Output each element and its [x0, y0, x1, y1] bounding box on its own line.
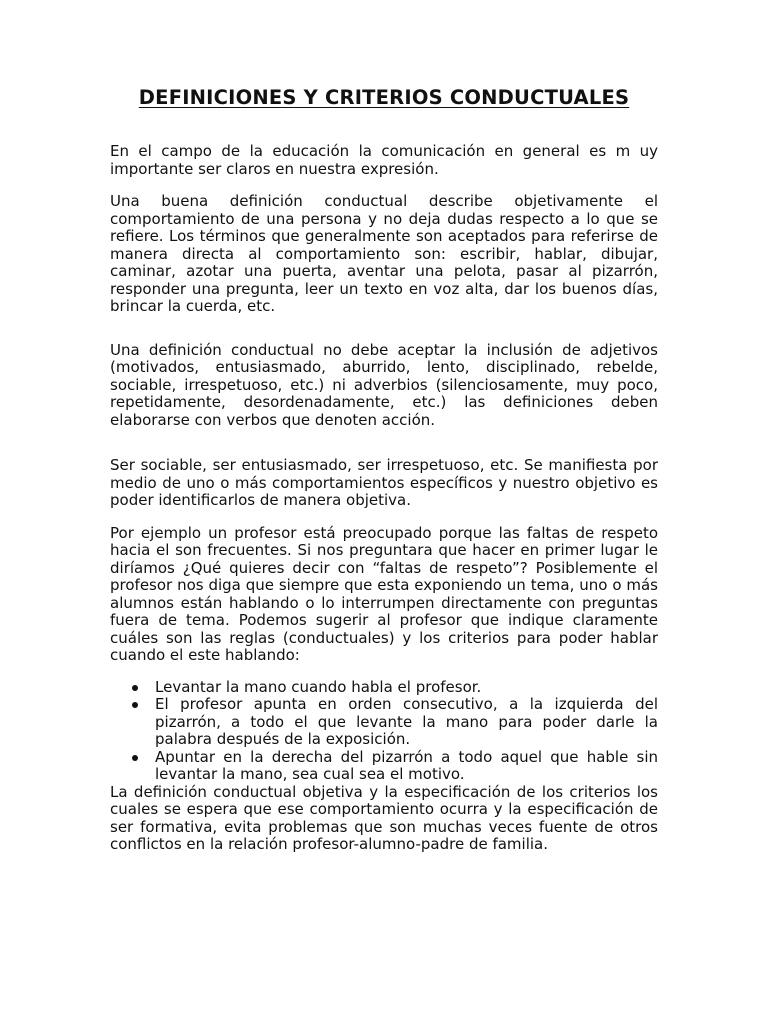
rules-list — [110, 679, 658, 784]
bullet-icon — [132, 755, 138, 761]
paragraph-adjectives: Una definición conductual no debe aceptar la inclusión de adjetivos (motivados, entusiasmado, aburrido, lento, disciplinado, rebelde, sociable, irrespetuoso, etc.) ni adverbios (silenciosamente, muy poco, repetidamente, desordenadamente, etc.) las definiciones deben elaborarse con verbos que denoten acción. — [110, 340, 658, 429]
list-item-text: Levantar la mano cuando habla el profesor. — [155, 677, 482, 696]
document-title: DEFINICIONES Y CRITERIOS CONDUCTUALES — [138, 86, 630, 109]
list-item — [110, 696, 658, 749]
bullet-icon — [132, 702, 138, 708]
list-item — [110, 679, 658, 697]
paragraph-example: Por ejemplo un profesor está preocupado porque las faltas de respeto hacia el son frecuentes. Si nos preguntara que hacer en primer lugar le diríamos ¿Qué quieres decir con “faltas de respeto”? Posiblemente el profesor nos diga que siempre que esta exponiendo un tema, uno o más alumnos están hablando o lo interrumpen directamente con preguntas fuera de tema. Podemos sugerir al profesor que indique claramente cuáles son las reglas (conductuales) y los criterios para poder hablar cuando el este hablando: — [110, 523, 658, 664]
paragraph-sociable: Ser sociable, ser entusiasmado, ser irrespetuoso, etc. Se manifiesta por medio de uno o más comportamientos específicos y nuestro objetivo es poder identificarlos de manera objetiva. — [110, 456, 658, 509]
paragraph-definition: Una buena definición conductual describe objetivamente el comportamiento de una persona y no deja dudas respecto a lo que se refiere. Los términos que generalmente son aceptados para referirse de manera directa al comportamiento son: escribir, hablar, dibujar, caminar, azotar una puerta, aventar una pelota, pasar al pizarrón, responder una pregunta, leer un texto en voz alta, dar los buenos días, brincar la cuerda, etc. — [110, 192, 658, 315]
list-item — [110, 749, 658, 784]
bullet-icon — [132, 685, 138, 691]
paragraph-intro: En el campo de la educación la comunicación en general es m uy importante ser claros en nuestra expresión. — [110, 142, 658, 178]
paragraph-closing: La definición conductual objetiva y la especificación de los criterios los cuales se espera que ese comportamiento ocurra y la especificación de ser formativa, evita problemas que son muchas veces fuente de otros conflictos en la relación profesor-alumno-padre de familia. — [110, 782, 658, 853]
list-item-text: El profesor apunta en orden consecutivo, a la izquierda del pizarrón, a todo el que levante la mano para poder darle la palabra después de la exposición. — [155, 695, 658, 748]
list-item-text: Apuntar en la derecha del pizarrón a todo aquel que hable sin levantar la mano, sea cual sea el motivo. — [155, 747, 658, 783]
